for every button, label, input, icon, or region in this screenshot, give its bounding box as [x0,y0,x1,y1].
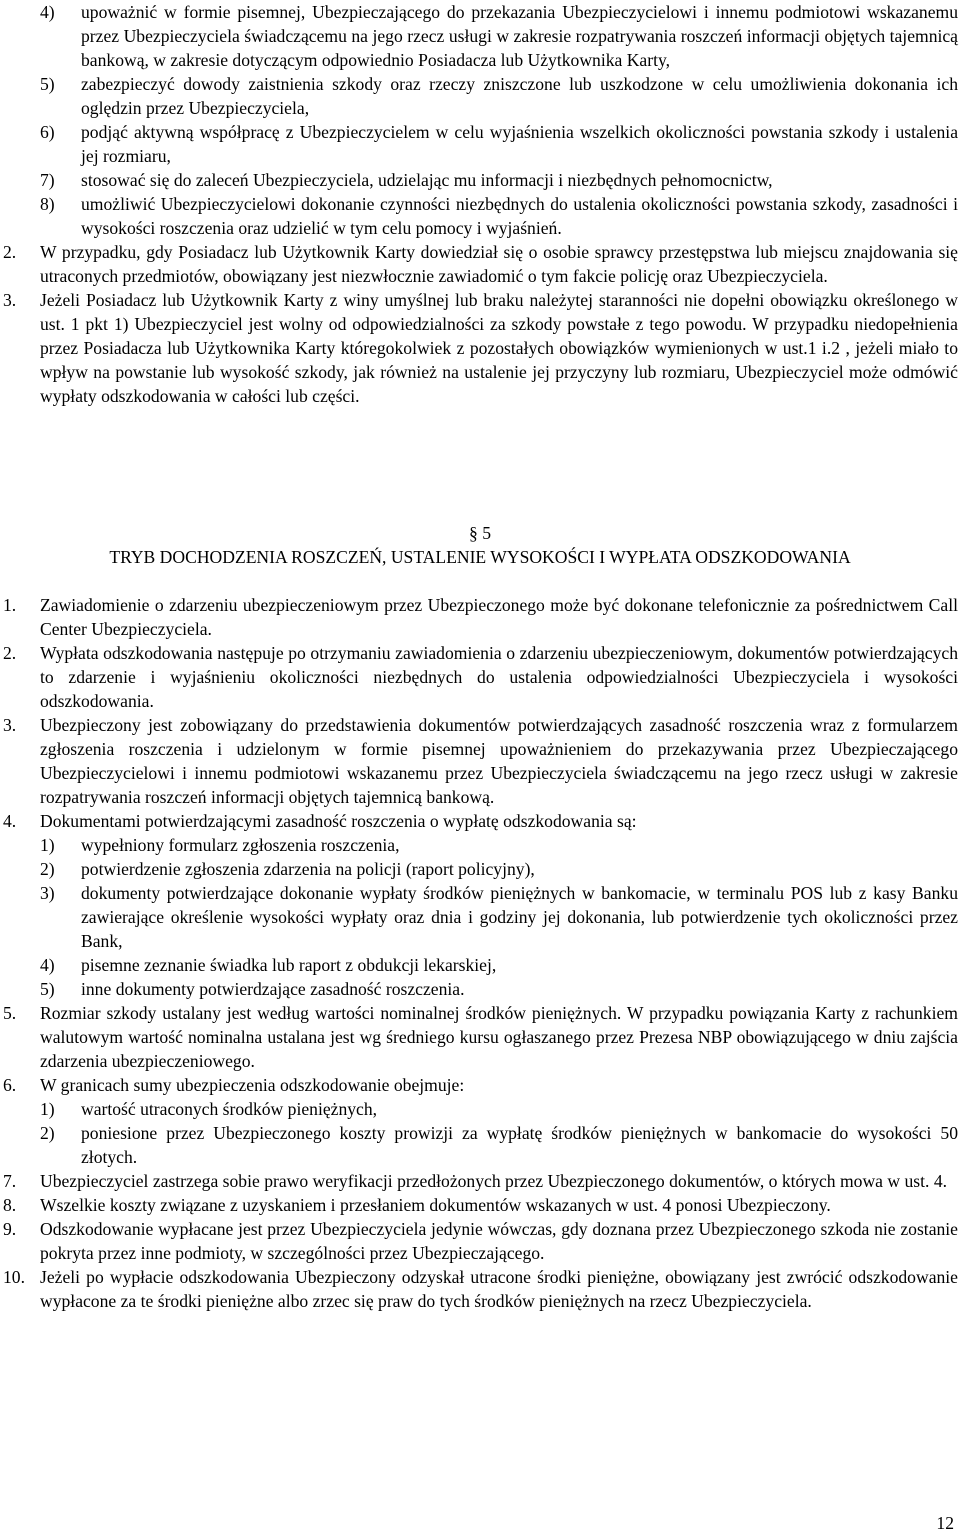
item-text: stosować się do zaleceń Ubezpieczyciela, udzielając mu informacji i niezbędnych pełnomocnictw, [81,170,773,190]
item-number: 10. [3,1267,25,1287]
item-text: dokumenty potwierdzające dokonanie wypłaty środków pieniężnych w bankomacie, w terminalu POS lub z kasy Banku zawierające określenie wysokości wypłaty oraz dnia i godziny jej dokonania, lub potwierdzenie tych okoliczności przez Bank, [81,883,958,951]
item-number: 3) [40,883,55,903]
list-subitem [0,1097,958,1121]
list-item [0,809,958,833]
list-subitem [0,977,958,1001]
item-text: W przypadku, gdy Posiadacz lub Użytkownik Karty dowiedział się o osobie sprawcy przestępstwa lub miejscu znajdowania się utraconych przedmiotów, obowiązany jest niezwłocznie zawiadomić o tym fakcie policję oraz Ubezpieczyciela. [40,242,958,286]
list-subitem [0,953,958,977]
item-text: Jeżeli po wypłacie odszkodowania Ubezpieczony odzyskał utracone środki pieniężne, obowiązany jest zwrócić odszkodowanie wypłacone za te środki pieniężne albo zrzec się praw do tych środków pieniężnych na rzecz Ubezpieczyciela. [40,1267,958,1311]
item-number: 3. [3,290,17,310]
list-item [0,1193,958,1217]
item-text: W granicach sumy ubezpieczenia odszkodowanie obejmuje: [40,1075,465,1095]
item-text: Dokumentami potwierdzającymi zasadność roszczenia o wypłatę odszkodowania są: [40,811,637,831]
item-text: umożliwić Ubezpieczycielowi dokonanie czynności niezbędnych do ustalenia okoliczności powstania szkody, zasadności i wysokości roszczenia oraz udzielić w tym celu pomocy i wyjaśnień. [81,194,958,238]
item-text: Odszkodowanie wypłacane jest przez Ubezpieczyciela jedynie wówczas, gdy doznana przez Ubezpieczonego szkoda nie zostanie pokryta przez inne podmioty, w szczególności przez Ubezpieczającego. [40,1219,958,1263]
item-number: 1) [40,1099,55,1119]
item-number: 4) [40,955,55,975]
list-item [0,1265,958,1313]
list-subitem [0,168,958,192]
item-text: wypełniony formularz zgłoszenia roszczenia, [81,835,400,855]
item-number: 9. [3,1219,17,1239]
item-text: Jeżeli Posiadacz lub Użytkownik Karty z winy umyślnej lub braku należytej staranności nie dopełni obowiązku określonego w ust. 1 pkt 1) Ubezpieczyciel jest wolny od odpowiedzialności za szkody powstałe z tego powodu. W przypadku niedopełnienia przez Posiadacza lub Użytkownika Karty któregokolwiek z pozostałych obowiązków wymienionych w ust.1 i.2 , jeżeli miało to wpływ na powstanie lub wysokość szkody, jak również na ustalenie jej przyczyny lub rozmiaru, Ubezpieczyciel może odmówić wypłaty odszkodowania w całości lub części. [40,290,958,406]
section-number: § 5 [469,523,491,543]
item-number: 6. [3,1075,17,1095]
list-item [0,1217,958,1265]
list-subitem [0,72,958,120]
item-number: 6) [40,122,55,142]
item-number: 8. [3,1195,17,1215]
list-item [0,1073,958,1097]
item-text: potwierdzenie zgłoszenia zdarzenia na policji (raport policyjny), [81,859,535,879]
item-text: wartość utraconych środków pieniężnych, [81,1099,378,1119]
item-number: 1) [40,835,55,855]
item-text: pisemne zeznanie świadka lub raport z obdukcji lekarskiej, [81,955,497,975]
item-text: podjąć aktywną współpracę z Ubezpieczycielem w celu wyjaśnienia wszelkich okoliczności powstania szkody i ustalenia jej rozmiaru, [81,122,958,166]
item-number: 2) [40,1123,55,1143]
item-number: 7) [40,170,55,190]
item-text: Wszelkie koszty związane z uzyskaniem i przesłaniem dokumentów wskazanych w ust. 4 ponosi Ubezpieczony. [40,1195,831,1215]
item-number: 2. [3,242,17,262]
item-number: 4. [3,811,17,831]
item-text: inne dokumenty potwierdzające zasadność roszczenia. [81,979,465,999]
list-item [0,641,958,713]
list-subitem [0,120,958,168]
item-text: zabezpieczyć dowody zaistnienia szkody oraz rzeczy zniszczone lub uszkodzone w celu umożliwienia dokonania ich oględzin przez Ubezpieczyciela, [81,74,958,118]
item-text: Ubezpieczony jest zobowiązany do przedstawienia dokumentów potwierdzających zasadność roszczenia wraz z formularzem zgłoszenia roszczenia i udzielonym w formie pisemnej upoważnieniem do przekazywania przez Ubezpieczającego Ubezpieczycielowi i innemu podmiotowi wskazanemu przez Ubezpieczyciela świadczącemu na jego rzecz usługi w zakresie rozpatrywania roszczeń informacji objętych tajemnicą bankową. [40,715,958,807]
list-item [0,1169,958,1193]
list-item [0,240,958,288]
item-text: Rozmiar szkody ustalany jest według wartości nominalnej środków pieniężnych. W przypadku powiązania Karty z rachunkiem walutowym wartość nominalna ustalana jest wg średniego kursu ogłaszanego przez Prezesa NBP obowiązującego w dniu zajścia zdarzenia ubezpieczeniowego. [40,1003,958,1071]
list-item [0,713,958,809]
section-5-list [0,593,958,1313]
list-subitem [0,881,958,953]
item-text: Ubezpieczyciel zastrzega sobie prawo weryfikacji przedłożonych przez Ubezpieczonego dokumentów, o których mowa w ust. 4. [40,1171,948,1191]
item-number: 4) [40,2,55,22]
list-subitem [0,192,958,240]
item-number: 7. [3,1171,17,1191]
item-number: 5) [40,979,55,999]
page-number: 12 [936,1513,954,1533]
item-text: Zawiadomienie o zdarzeniu ubezpieczeniowym przez Ubezpieczonego może być dokonane telefonicznie za pośrednictwem Call Center Ubezpieczyciela. [40,595,958,639]
list-subitem [0,833,958,857]
list-item [0,1001,958,1073]
item-number: 2. [3,643,17,663]
list-subitem [0,857,958,881]
item-number: 1. [3,595,17,615]
list-item [0,593,958,641]
item-text: Wypłata odszkodowania następuje po otrzymaniu zawiadomienia o zdarzeniu ubezpieczeniowym, dokumentów potwierdzających to zdarzenie i wyjaśnieniu okoliczności niezbędnych do ustalenia odpowiedzialności Ubezpieczyciela i wysokości odszkodowania. [40,643,958,711]
list-subitem [0,0,958,72]
continued-obligations-list [0,0,958,408]
item-number: 8) [40,194,55,214]
list-item [0,288,958,408]
item-text: poniesione przez Ubezpieczonego koszty prowizji za wypłatę środków pieniężnych w bankomacie do wysokości 50 złotych. [81,1123,958,1167]
section-title: TRYB DOCHODZENIA ROSZCZEŃ, USTALENIE WYSOKOŚCI I WYPŁATA ODSZKODOWANIA [109,547,851,567]
item-number: 5. [3,1003,17,1023]
item-text: upoważnić w formie pisemnej, Ubezpieczającego do przekazania Ubezpieczycielowi i innemu podmiotowi wskazanemu przez Ubezpieczyciela świadczącemu na jego rzecz usługi w zakresie rozpatrywania roszczeń informacji objętych tajemnicą bankową, w zakresie dotyczącym odpowiednio Posiadacza lub Użytkownika Karty, [81,2,958,70]
item-number: 3. [3,715,17,735]
list-subitem [0,1121,958,1169]
item-number: 2) [40,859,55,879]
item-number: 5) [40,74,55,94]
